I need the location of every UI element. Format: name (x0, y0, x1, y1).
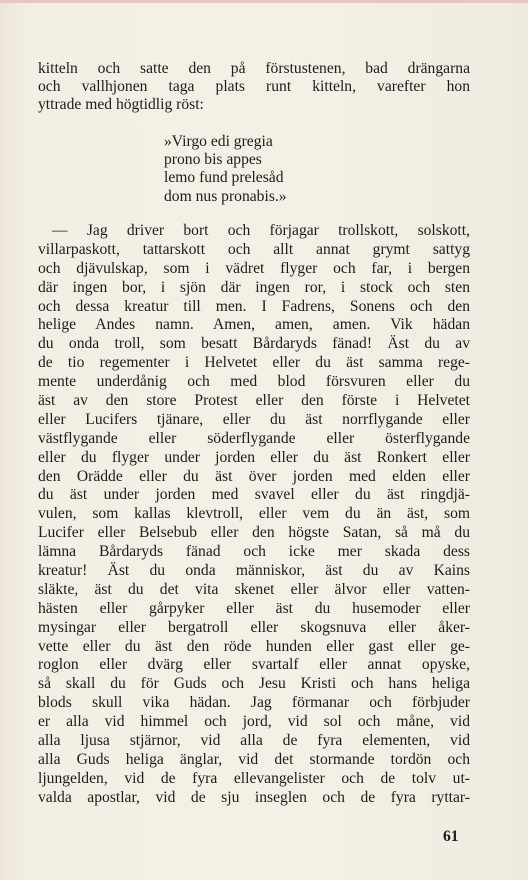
body-line: blods skull vika hädan. Jag förmanar och förbjuder (38, 694, 470, 712)
page-top-edge (0, 0, 528, 3)
body-line: roglon eller dvärg eller svartalf eller annat opyske, (38, 656, 470, 674)
body-line: vette eller du äst den röde hunden eller gast eller ge- (38, 637, 470, 655)
body-line: mysingar eller bergatroll eller skogsnuva eller åker- (38, 618, 470, 636)
body-line: du äst under jorden med svavel eller du äst ringdjä- (38, 486, 470, 504)
body-line: eller Lucifers tjänare, eller du äst norrflygande eller (38, 410, 470, 428)
body-line: eller du flyger under jorden eller du äst Ronkert eller (38, 448, 470, 466)
body-line: du onda troll, som besatt Bårdaryds fänad! Äst du av (38, 335, 470, 353)
body-line: och dessa kreatur till men. I Fadrens, Sonens och den (38, 297, 470, 315)
body-paragraph (38, 222, 470, 808)
incantation-verse (164, 133, 364, 206)
body-line: kreatur! Äst du onda människor, äst du av Kains (38, 562, 470, 580)
page-number: 61 (443, 828, 459, 845)
body-line: de tio regementer i Helvetet eller du äst samma rege- (38, 354, 470, 372)
body-line: så skall du för Guds och Jesu Kristi och hans heliga (38, 675, 470, 693)
verse-line: prono bis appes (164, 151, 262, 169)
intro-line: kitteln och satte den på förstustenen, bad drängarna (38, 60, 470, 77)
body-line: lämna Bårdaryds fänad och icke mer skada dess (38, 543, 470, 561)
body-line: hästen eller gårpyker eller äst du husemoder eller (38, 599, 470, 617)
body-line: helige Andes namn. Amen, amen, amen. Vik hädan (38, 316, 470, 334)
intro-paragraph (38, 60, 470, 115)
body-line: valda apostlar, vid de sju inseglen och de fyra ryttar- (38, 788, 470, 806)
body-line: vulen, som kallas klevtroll, eller vem du än äst, som (38, 505, 470, 523)
body-line: villarpaskott, tattarskott och allt annat grymt sattyg (38, 240, 470, 258)
body-line: ljungelden, vid de fyra ellevangelister och de tolv ut- (38, 769, 470, 787)
body-line: den Orädde eller du äst över jorden med elden eller (38, 467, 470, 485)
verse-line: dom nus pronabis.» (164, 187, 287, 205)
intro-line: yttrade med högtidlig röst: (38, 96, 204, 114)
body-line: västflygande eller söderflygande eller österflygande (38, 429, 470, 447)
body-line: mente underdånig och med blod försvuren eller du (38, 373, 470, 391)
body-line: alla Guds heliga änglar, vid det stormande tordön och (38, 750, 470, 768)
body-line: och djävulskap, som i vädret flyger och far, i bergen (38, 259, 470, 277)
verse-line: »Virgo edi gregia (164, 133, 273, 150)
body-line: där ingen bor, i sjön där ingen ror, i stock och sten (38, 278, 470, 296)
intro-line: och vallhjonen taga plats runt kitteln, varefter hon (38, 78, 470, 96)
body-line: äst av den store Protest eller den förste i Helvetet (38, 392, 470, 410)
body-line: Lucifer eller Belsebub eller den högste Satan, så må du (38, 524, 470, 542)
body-line: — Jag driver bort och förjagar trollskott, solskott, (52, 222, 470, 239)
body-line: er alla vid himmel och jord, vid sol och måne, vid (38, 713, 470, 731)
body-line: släkte, äst du det vita skenet eller älvor eller vatten- (38, 580, 470, 598)
body-line: alla ljusa stjärnor, vid alla de fyra elementen, vid (38, 732, 470, 750)
verse-line: lemo fund prelesåd (164, 169, 284, 187)
